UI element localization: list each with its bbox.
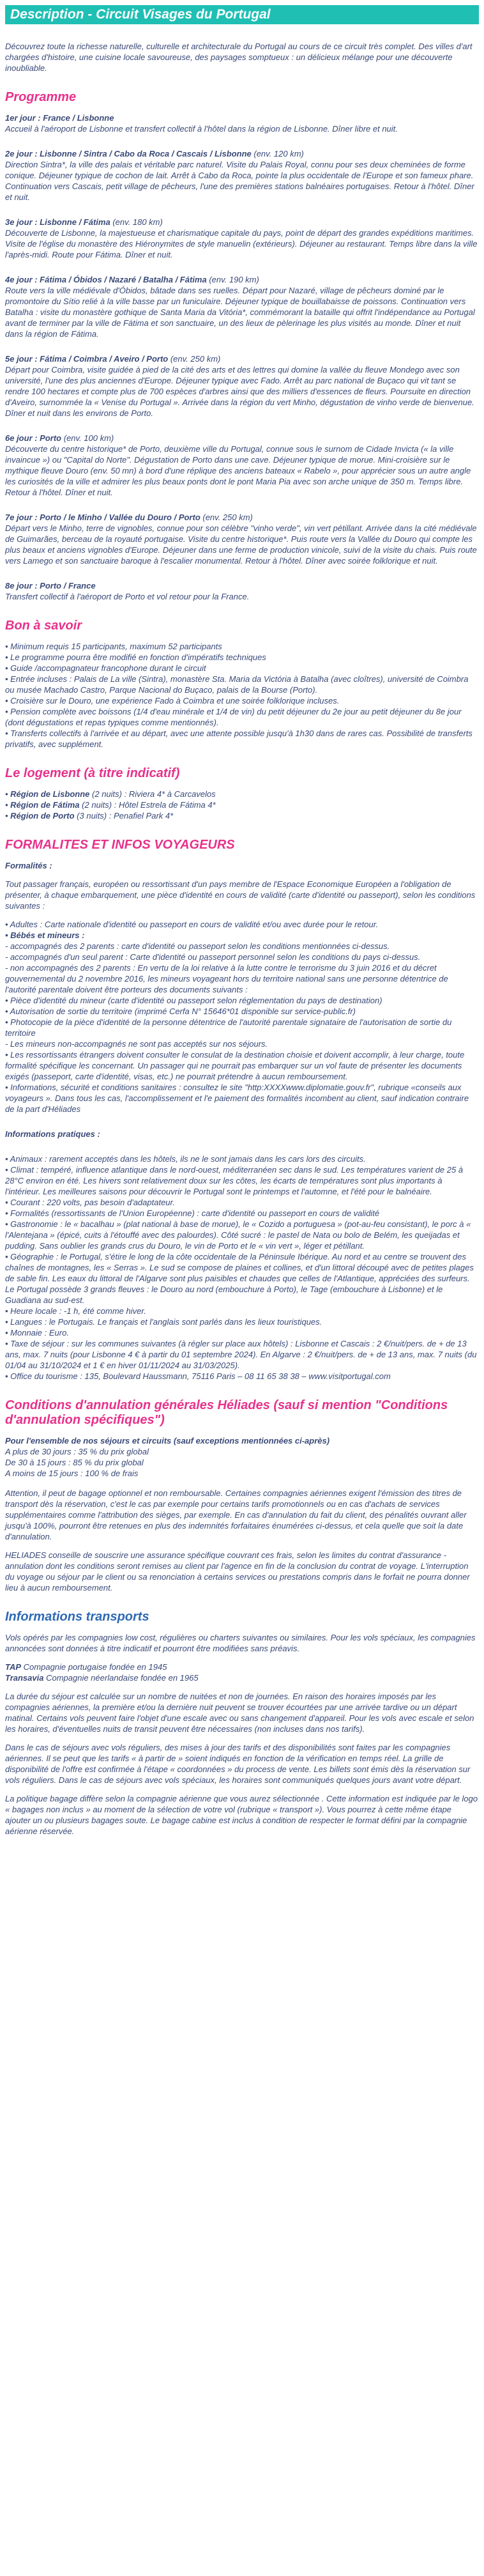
day-text: Départ pour Coimbra, visite guidée à pied de la cité des arts et des lettres qui domine la vallée du fleuve Mondego avec son université, l'une des plus anciennes d'Europe. Déjeuner typique avec Fado. Arrêt au parc national de Buçaco qui vit tant se rendre 100 hectares et compte plus de 700 espèces d'arbres ainsi que des milliers d'essences de fleurs. Poursuite en direction d'Aveiro, surnommée la « Venise du Portugal ». Arrivée dans la région du vert Minho, dégustation de vinho verde de bienvenue. Dîner et nuit dans les environs de Porto. xyxy=(5,365,474,418)
formalites-etrangers: • Les ressortissants étrangers doivent consulter le consulat de la destination choisie et doivent accomplir, à leur charge, toute formalité spécifique les concernant. Un passager qui ne pourrait pas embarquer sur un vol faute de présenter les documents exigés (passeport, carte d'identité, visas, etc.) ne pourrait prétendre à aucun remboursement. xyxy=(5,1050,465,1081)
day-title: 1er jour : France / Lisbonne xyxy=(5,113,114,123)
bon-a-savoir-item: • Entrée incluses : Palais de La ville (Sintra), monastère Sta. Maria da Victória à Batalha (avec cloîtres), université de Coimbra ou musée Machado Castro, Parque Nacional do Buçaco, palais de la Bourse (Porto). xyxy=(5,674,479,695)
intro-text: Découvrez toute la richesse naturelle, culturelle et architecturale du Portugal au cours de ce circuit très complet. Des villes d'art chargées d'histoire, une cuisine locale savoureuse, des paysages somptueux : un délicieux mélange pour une découverte inoubliable. xyxy=(5,42,473,73)
formalites-mineurs-title: • Bébés et mineurs : xyxy=(5,930,85,940)
day-text: Découverte de Lisbonne, la majestueuse et charismatique capitale du pays, point de départ des grandes expéditions maritimes. Visite de l'église du monastère des Hiéronymites de style manuelin (extérieurs). Déjeuner au restaurant. Temps libre dans la ville l'après-midi. Route pour Fátima. Dîner et nuit. xyxy=(5,228,478,259)
day-text: Départ vers le Minho, terre de vignobles, connue pour son célèbre "vinho verde", vin vert pétillant. Arrivée dans la cité médiévale de Guimarães, berceau de la royauté portugaise. Visite du centre historique*. Puis route vers la Vallée du Douro qui compte les plus beaux et anciens vignobles d'Europe. Déjeuner dans une ferme de production vinicole, suivi de la visite du chais. Puis route vers Lamego et son sanctuaire baroque à l'escalier monumental. Retour à l'hôtel. Dîner avec soirée folklorique et nuit. xyxy=(5,523,477,566)
formalites-adultes: • Adultes : Carte nationale d'identité ou passeport en cours de validité et/ou avec durée pour le retour. xyxy=(5,920,379,929)
programme-day xyxy=(5,433,479,498)
company-name: Transavia xyxy=(5,1673,44,1683)
transports-heading: Informations transports xyxy=(5,1610,149,1624)
logement-hotel: (2 nuits) : Hôtel Estrela de Fátima 4* xyxy=(79,800,216,810)
mineurs-line: - accompagnés des 2 parents : carte d'identité ou passeport selon les conditions mentionnées ci-dessus. xyxy=(5,941,390,951)
transports-p3: Dans le cas de séjours avec vols réguliers, des mises à jour des tarifs et des disponibilités sont faites par les compagnies aériennes. Il se peut que les tarifs « à partir de » soient indiqués en fonction de la vérification en temps réel. La grille de disponibilité de l'offre est confirmée à l'étape « coordonnées » du process de vente. Les billets sont émis dès la réservation sur vols réguliers. Dans le cas de séjours avec vols spéciaux, les horaires sont communiqués quelques jours avant votre départ. xyxy=(5,1743,471,1785)
day-title: 6e jour : Porto xyxy=(5,433,62,443)
company-desc: Compagnie portugaise fondée en 1945 xyxy=(21,1662,167,1672)
day-text: Transfert collectif à l'aéroport de Porto et vol retour pour la France. xyxy=(5,592,250,601)
programme-day xyxy=(5,512,479,566)
day-title: 2e jour : Lisbonne / Sintra / Cabo da Roca / Cascais / Lisbonne xyxy=(5,149,252,158)
logement-item xyxy=(5,789,479,799)
logement-hotel: (2 nuits) : Riviera 4* à Carcavelos xyxy=(89,789,216,799)
condition-line: A moins de 15 jours : 100 % de frais xyxy=(5,1469,139,1478)
pratique-item: • Courant : 220 volts, pas besoin d'adaptateur. xyxy=(5,1198,175,1207)
transports-p4: La politique bagage diffère selon la compagnie aérienne que vous aurez sélectionnée . Cette information est indiquée par le logo « bagages non inclus » au moment de la sélection de votre vol (rubrique « transport »). Vous pourrez à cette même étape ajouter un ou plusieurs bagages soute. Le bagage cabine est inclus à condition de respecter le format défini par la compagnie aérienne réservée. xyxy=(5,1794,478,1836)
day-title: 3e jour : Lisbonne / Fátima xyxy=(5,217,110,227)
conditions-p2: HELIADES conseille de souscrire une assurance spécifique couvrant ces frais, selon les limites du contrat d'assurance - annulation dont les conditions seront remises au client par l'agence en fin de la conclusion du contrat de voyage. L'interruption du voyage ou séjour par le client ou sa renonciation à certains services ou prestations compris dans le forfait ne pourra donner lieu à aucun remboursement. xyxy=(5,1550,470,1593)
bon-a-savoir-item: • Transferts collectifs à l'arrivée et au départ, avec une attente possible jusqu'à 1h30 dans de rares cas. Possibilité de transferts privatifs, avec supplément. xyxy=(5,728,479,750)
day-title: 8e jour : Porto / France xyxy=(5,581,96,590)
mineurs-line: • Pièce d'identité du mineur (carte d'identité ou passeport selon réglementation du pays de destination) xyxy=(5,996,382,1005)
pratique-item: • Taxe de séjour : sur les communes suivantes (à régler sur place aux hôtels) : Lisbonne et Cascais : 2 €/nuit/pers. de + de 13 ans, max. 7 nuits (pour Lisbonne 4 € à partir du 01 septembre 2024). En Algarve : 2 €/nuit/pers. de + de 13 ans, max. 7 nuits (du 01/04 au 31/10/2024 et 1 € en hiver 01/11/2024 au 31/03/2025). xyxy=(5,1339,477,1370)
conditions-p1: Attention, il peut de bagage optionnel et non remboursable. Certaines compagnies aériennes exigent l'émission des titres de transport dès la réservation, c'est le cas par exemple pour certains tarifs promotionnels ou en cas d'achats de services supplémentaires comme l'attribution des sièges, par exemple. En cas d'annulation du fait du client, des pénalités ouvrant aller jusqu'à 100%, pourront être retenues en plus des indemnités forfaitaires énumérées ci-dessus, et cela quelle que soit la date d'annulation. xyxy=(5,1488,467,1541)
programme-heading: Programme xyxy=(5,90,77,104)
day-distance: (env. 180 km) xyxy=(110,217,163,227)
bon-a-savoir-item: • Croisière sur le Douro, une expérience Fado à Coimbra et une soirée folklorique incluses. xyxy=(5,695,479,706)
bon-a-savoir-item: • Guide /accompagnateur francophone durant le circuit xyxy=(5,663,479,674)
logement-list xyxy=(5,789,479,821)
programme-day xyxy=(5,274,479,339)
day-text: Direction Sintra*, la ville des palais et véritable parc naturel. Visite du Palais Royal, connu pour ses deux cheminées de forme conique. Déjeuner typique de cochon de lait. Arrêt à Cabo da Roca, pointe la plus occidentale de l'Europe et son fameux phare. Continuation vers Cascais, petit village de pêcheurs, l'une des premières stations balnéaires portugaises. Retour à l'hôtel. Dîner et nuit. xyxy=(5,160,474,202)
formalites-infos: • Informations, sécurité et conditions sanitaires : consultez le site "http:XXXXwww.diplomatie.gouv.fr", rubrique «conseils aux voyageurs ». Dans tous les cas, l'accomplissement et l'e paiement des formalités incombent au client, sauf indication contraire de la part d'Héliades xyxy=(5,1083,469,1114)
pratique-item: • Géographie : le Portugal, s'étire le long de la côte occidentale de la Péninsule Ibérique. Au nord et au centre se trouvent des chaînes de montagnes, les « Serras ». Le sud se compose de plaines et collines, et d'un littoral découpé avec de petites plages de sable fin. Les eaux du littoral de l'Algarve sont plus paisibles et chaudes que celles de l'Atlantique, appréciées des surfeurs. Le Portugal possède 3 grands fleuves : le Douro au nord (embouchure à Porto), le Tage (embouchure à Lisbonne) et le Guadiana au sud-est. xyxy=(5,1252,474,1305)
pratiques-list xyxy=(5,1153,479,1382)
conditions-lines xyxy=(5,1446,479,1479)
page-title: Description - Circuit Visages du Portugal xyxy=(10,7,271,22)
pratique-item: • Climat : tempéré, influence atlantique dans le nord-ouest, méditerranéen sec dans le sud. Les températures varient de 25 à 28°C environ en été. Les hivers sont relativement doux sur les côtes, les écarts de températures sont plus importants à l'intérieur. Les meilleures saisons pour découvrir le Portugal sont le printemps et l'automne, et l'été pour le balnéaire. xyxy=(5,1165,464,1196)
logement-region: Région de Porto xyxy=(10,811,75,821)
day-text: Accueil à l'aéroport de Lisbonne et transfert collectif à l'hôtel dans la région de Lisbonne. Dîner libre et nuit. xyxy=(5,124,398,134)
logement-region: Région de Fátima xyxy=(10,800,80,810)
condition-line: De 30 à 15 jours : 85 % du prix global xyxy=(5,1458,144,1467)
formalites-mineurs xyxy=(5,941,479,1049)
day-title: 4e jour : Fátima / Óbidos / Nazaré / Batalha / Fátima xyxy=(5,275,207,284)
bon-a-savoir-heading: Bon à savoir xyxy=(5,619,82,633)
mineurs-line: - accompagnés d'un seul parent : Carte d'identité ou passeport personnel selon les conditions du pays ci-dessus. xyxy=(5,952,421,962)
day-distance: (env. 190 km) xyxy=(206,275,259,284)
pratique-item: • Formalités (ressortissants de l'Union Européenne) : carte d'identité ou passeport en cours de validité xyxy=(5,1208,380,1218)
bon-a-savoir-item: • Minimum requis 15 participants, maximum 52 participants xyxy=(5,641,479,652)
company-name: TAP xyxy=(5,1662,22,1672)
day-distance: (env. 250 km) xyxy=(168,354,221,364)
day-distance: (env. 120 km) xyxy=(251,149,304,158)
day-distance: (env. 250 km) xyxy=(200,513,253,522)
pratique-item: • Langues : le Portugais. Le français et l'anglais sont parlés dans les lieux touristiques. xyxy=(5,1317,322,1327)
logement-region: Région de Lisbonne xyxy=(10,789,90,799)
bon-a-savoir-item: • Le programme pourra être modifié en fonction d'impératifs techniques xyxy=(5,652,479,663)
day-title: 5e jour : Fátima / Coimbra / Aveiro / Porto xyxy=(5,354,169,364)
conditions-heading: Conditions d'annulation générales Héliades (sauf si mention "Conditions d'annulation spécifiques") xyxy=(5,1398,448,1427)
mineurs-line: • Photocopie de la pièce d'identité de la personne détentrice de l'autorité parentale signataire de l'autorisation de sortie du territoire xyxy=(5,1017,452,1038)
pratique-item: • Heure locale : -1 h, été comme hiver. xyxy=(5,1306,146,1316)
companies-list xyxy=(5,1662,479,1683)
programme-day xyxy=(5,112,479,134)
logement-heading: Le logement (à titre indicatif) xyxy=(5,766,180,780)
formalites-intro: Tout passager français, européen ou ressortissant d'un pays membre de l'Espace Economique Européen a l'obligation de présenter, à chaque embarquement, une pièce d'identité en cours de validité (carte d'identité ou passeport), selon les conditions suivantes : xyxy=(5,879,476,911)
day-text: Découverte du centre historique* de Porto, deuxième ville du Portugal, connue sous le surnom de Cidade Invicta (« la ville invaincue ») ou "Capital do Norte". Dégustation de Porto dans une cave. Déjeuner typique de morue. Mini-croisière sur le mythique fleuve Douro (env. 50 mn) à bord d'une réplique des anciens bateaux « Rabelo », pour apprécier sous un autre angle les curiosités de la ville et admirer les plus beaux ponts dont le pont Maria Pia avec son arche unique de 350 m. Temps libre. Retour à l'hôtel. Dîner et nuit. xyxy=(5,444,471,497)
mineurs-line: - non accompagnés des 2 parents : En vertu de la loi relative à la lutte contre le terrorisme du 3 juin 2016 et du décret gouvernemental du 2 novembre 2016, les mineurs voyageant hors du territoire national sans une personne détentrice de l'autorité parentale doivent être porteurs des documents suivants : xyxy=(5,963,448,994)
mineurs-line: • Autorisation de sortie du territoire (imprimé Cerfa N° 15646*01 disponible sur service-public.fr) xyxy=(5,1006,356,1016)
bon-a-savoir-list xyxy=(5,641,479,750)
programme-day xyxy=(5,353,479,419)
programme-day xyxy=(5,148,479,203)
day-text: Route vers la ville médiévale d'Óbidos, bâtade dans ses ruelles. Départ pour Nazaré, village de pêcheurs dominé par le promontoire du Sítio relié à la ville basse par un funiculaire. Déjeuner typique de bouillabaisse de poissons. Continuation vers Batalha : visite du monastère gothique de Santa Maria da Vitória*, commémorant la bataille qui offrit l'indépendance au Portugal avant de terminer par la ville de Fátima et son sanctuaire, un des lieux de pèlerinage les plus visités au monde. Dîner et nuit dans la région de Fátima. xyxy=(5,286,475,339)
logement-hotel: (3 nuits) : Penafiel Park 4* xyxy=(74,811,174,821)
pratique-item: • Gastronomie : le « bacalhau » (plat national à base de morue), le « Cozido a portuguesa » (pot-au-feu consistant), le porc à « l'Alentejana » (épicé, cuits à l'étouffé avec des palourdes). Côté sucré : le pastel de Nata ou bolo de Belém, les queijadas et pudding. Sans oublier les grands crus du Douro, le vin de Porto et le « vin vert », léger et pétillant. xyxy=(5,1219,471,1251)
logement-item xyxy=(5,810,479,821)
programme-days xyxy=(5,112,479,602)
programme-day xyxy=(5,217,479,260)
formalites-heading: FORMALITES ET INFOS VOYAGEURS xyxy=(5,838,235,852)
formalites-subheading: Formalités : xyxy=(5,861,52,870)
bon-a-savoir-item: • Pension complète avec boissons (1/4 d'eau minérale et 1/4 de vin) du petit déjeuner du 2e jour au petit déjeuner du 8e jour (dont dégustations et repas typiques comme mentionnés). xyxy=(5,706,479,728)
conditions-subheading: Pour l'ensemble de nos séjours et circuits (sauf exceptions mentionnées ci-après) xyxy=(5,1436,330,1446)
logement-item xyxy=(5,799,479,810)
transports-p1: Vols opérés par les compagnies low cost, régulières ou charters suivantes ou similaires. Pour les vols spéciaux, les compagnies annoncées sont données à titre indicatif et pourront être modifiées sans préavis. xyxy=(5,1633,476,1653)
pratique-item: • Monnaie : Euro. xyxy=(5,1328,69,1338)
mineurs-line: - Les mineurs non-accompagnés ne sont pas acceptés sur nos séjours. xyxy=(5,1039,268,1049)
condition-line: A plus de 30 jours : 35 % du prix global xyxy=(5,1447,149,1456)
pratique-item: • Office du tourisme : 135, Boulevard Haussmann, 75116 Paris – 08 11 65 38 38 – www.visitportugal.com xyxy=(5,1371,391,1381)
company-line xyxy=(5,1672,479,1683)
transports-p2: La durée du séjour est calculée sur un nombre de nuitées et non de journées. En raison des horaires imposés par les compagnies aériennes, la première et/ou la dernière nuit peuvent se trouver écourtées par une arrivée tardive ou un départ matinal. Certains vols peuvent faire l'objet d'une escale avec ou sans changement d'appareil. Pour les vols avec escale et selon les horaires, d'éventuelles nuits de transit peuvent être nécessaires (non incluses dans nos tarifs). xyxy=(5,1692,474,1734)
day-title: 7e jour : Porto / le Minho / Vallée du Douro / Porto xyxy=(5,513,200,522)
title-banner xyxy=(5,5,479,24)
pratique-item: • Animaux : rarement acceptés dans les hôtels, ils ne le sont jamais dans les cars lors des circuits. xyxy=(5,1154,366,1164)
page xyxy=(0,5,484,1851)
programme-day xyxy=(5,580,479,602)
day-distance: (env. 100 km) xyxy=(61,433,114,443)
pratiques-title: Informations pratiques : xyxy=(5,1129,100,1139)
company-line xyxy=(5,1662,479,1672)
company-desc: Compagnie néerlandaise fondée en 1965 xyxy=(43,1673,199,1683)
